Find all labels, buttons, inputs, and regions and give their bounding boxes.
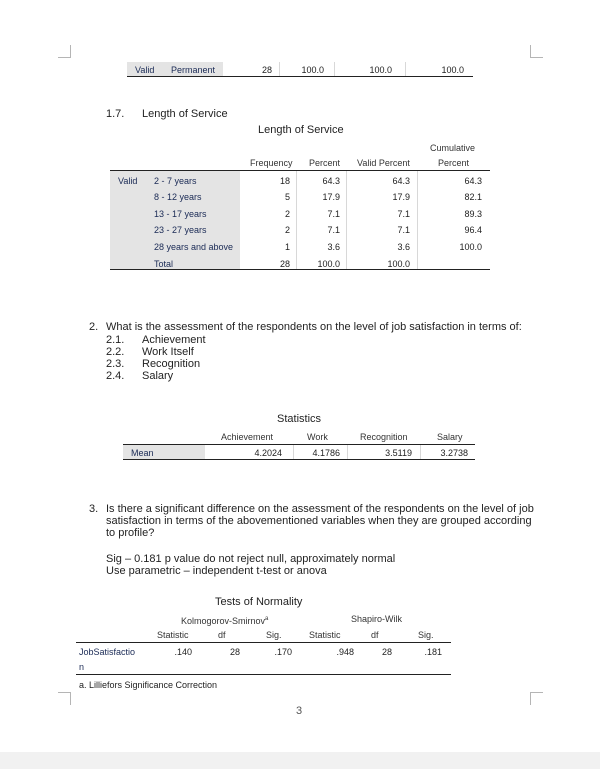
list-item-number: 2.2. (106, 346, 125, 358)
row-label: 13 - 17 years (154, 209, 207, 219)
stat-header: Salary (437, 432, 463, 442)
header-frequency: Frequency (250, 158, 293, 168)
row-valid-percent: 17.9 (392, 192, 410, 202)
top-row-category: Permanent (171, 65, 216, 75)
row-frequency: 5 (284, 192, 290, 202)
header-valid-percent: Valid Percent (357, 158, 410, 168)
row-percent: 64.3 (322, 176, 340, 186)
section-number: 1.7. (106, 108, 125, 120)
stat-value: 3.2738 (440, 448, 468, 458)
normality-value: .948 (336, 647, 354, 657)
question3-note: Use parametric – independent t-test or anova (106, 565, 327, 577)
row-label: 2 - 7 years (154, 176, 197, 186)
list-item-label: Salary (142, 370, 174, 382)
crop-mark-bottom-right (530, 692, 543, 705)
crop-mark-top-left (58, 45, 71, 58)
row-cumulative: 96.4 (464, 225, 482, 235)
subheader: df (371, 630, 379, 640)
subheader: df (218, 630, 226, 640)
stat-value: 4.1786 (312, 448, 340, 458)
normality-title: Tests of Normality (215, 596, 303, 608)
question3-line: Is there a significant difference on the assessment of the respondents on the level of job (106, 503, 534, 515)
stat-row-label: Mean (131, 448, 154, 458)
subheader: Sig. (266, 630, 282, 640)
row-label: Total (154, 259, 174, 269)
top-row-value: 100.0 (369, 65, 392, 75)
row-percent: 3.6 (327, 242, 340, 252)
stat-header: Achievement (221, 432, 274, 442)
crop-mark-bottom-left (58, 692, 71, 705)
top-row-value: 28 (261, 65, 272, 75)
service-group-label: Valid (118, 176, 138, 186)
subheader: Statistic (309, 630, 341, 640)
row-label: 23 - 27 years (154, 225, 207, 235)
stat-value: 3.5119 (385, 448, 412, 458)
row-valid-percent: 64.3 (392, 176, 410, 186)
subheader: Statistic (157, 630, 189, 640)
header-cumulative-top: Cumulative (430, 143, 476, 153)
normality-value: .170 (274, 647, 292, 657)
row-valid-percent: 3.6 (397, 242, 410, 252)
question3-line: satisfaction in terms of the abovementioned variables when they are grouped according (106, 515, 532, 527)
question3-line: to profile? (106, 527, 155, 539)
row-label: 8 - 12 years (154, 192, 202, 202)
normality-row-label-wrap: n (79, 662, 85, 672)
crop-mark-top-right (530, 45, 543, 58)
list-item-number: 2.4. (106, 370, 125, 382)
row-frequency: 2 (284, 209, 290, 219)
row-percent: 7.1 (327, 209, 340, 219)
row-frequency: 28 (279, 259, 290, 269)
top-row-label: Valid (135, 65, 155, 75)
page-number: 3 (296, 705, 303, 717)
group1-label: Kolmogorov-Smirnov (181, 616, 266, 626)
list-item-label: Recognition (142, 358, 201, 370)
group-header: Shapiro-Wilk (351, 614, 403, 624)
normality-value: .140 (174, 647, 192, 657)
header-percent: Percent (309, 158, 341, 168)
list-item-number: 2.1. (106, 334, 125, 346)
row-frequency: 1 (284, 242, 290, 252)
header-cumulative-bottom: Percent (438, 158, 470, 168)
row-valid-percent: 7.1 (397, 225, 410, 235)
stat-header: Work (307, 432, 328, 442)
question3-note: Sig – 0.181 p value do not reject null, approximately normal (106, 553, 396, 565)
question2-number: 2. (89, 321, 99, 333)
row-valid-percent: 100.0 (387, 259, 410, 269)
row-frequency: 2 (284, 225, 290, 235)
service-table-title: Length of Service (258, 124, 344, 136)
top-row-value: 100.0 (441, 65, 464, 75)
normality-value: .181 (424, 647, 442, 657)
row-valid-percent: 7.1 (397, 209, 410, 219)
normality-footnote: a. Lilliefors Significance Correction (79, 680, 218, 690)
top-row-value: 100.0 (301, 65, 324, 75)
row-cumulative: 64.3 (464, 176, 482, 186)
question2-text: What is the assessment of the respondents on the level of job satisfaction in terms of: (106, 321, 522, 333)
list-item-number: 2.3. (106, 358, 125, 370)
row-cumulative: 89.3 (464, 209, 482, 219)
row-cumulative: 82.1 (464, 192, 482, 202)
list-item-label: Work Itself (142, 346, 194, 358)
stat-value: 4.2024 (254, 448, 282, 458)
statistics-title: Statistics (277, 413, 322, 425)
row-frequency: 18 (279, 176, 290, 186)
normality-row-label: JobSatisfactio (79, 647, 136, 657)
question3-number: 3. (89, 503, 99, 515)
row-label: 28 years and above (154, 242, 234, 252)
group1-superscript: a (265, 616, 269, 622)
row-cumulative: 100.0 (459, 242, 482, 252)
group-header (181, 613, 268, 627)
normality-value: 28 (381, 647, 392, 657)
list-item-label: Achievement (142, 334, 206, 346)
row-percent: 100.0 (317, 259, 340, 269)
subheader: Sig. (418, 630, 434, 640)
section-title: Length of Service (142, 108, 228, 120)
normality-value: 28 (229, 647, 240, 657)
row-percent: 17.9 (322, 192, 340, 202)
row-percent: 7.1 (327, 225, 340, 235)
stat-header: Recognition (360, 432, 408, 442)
